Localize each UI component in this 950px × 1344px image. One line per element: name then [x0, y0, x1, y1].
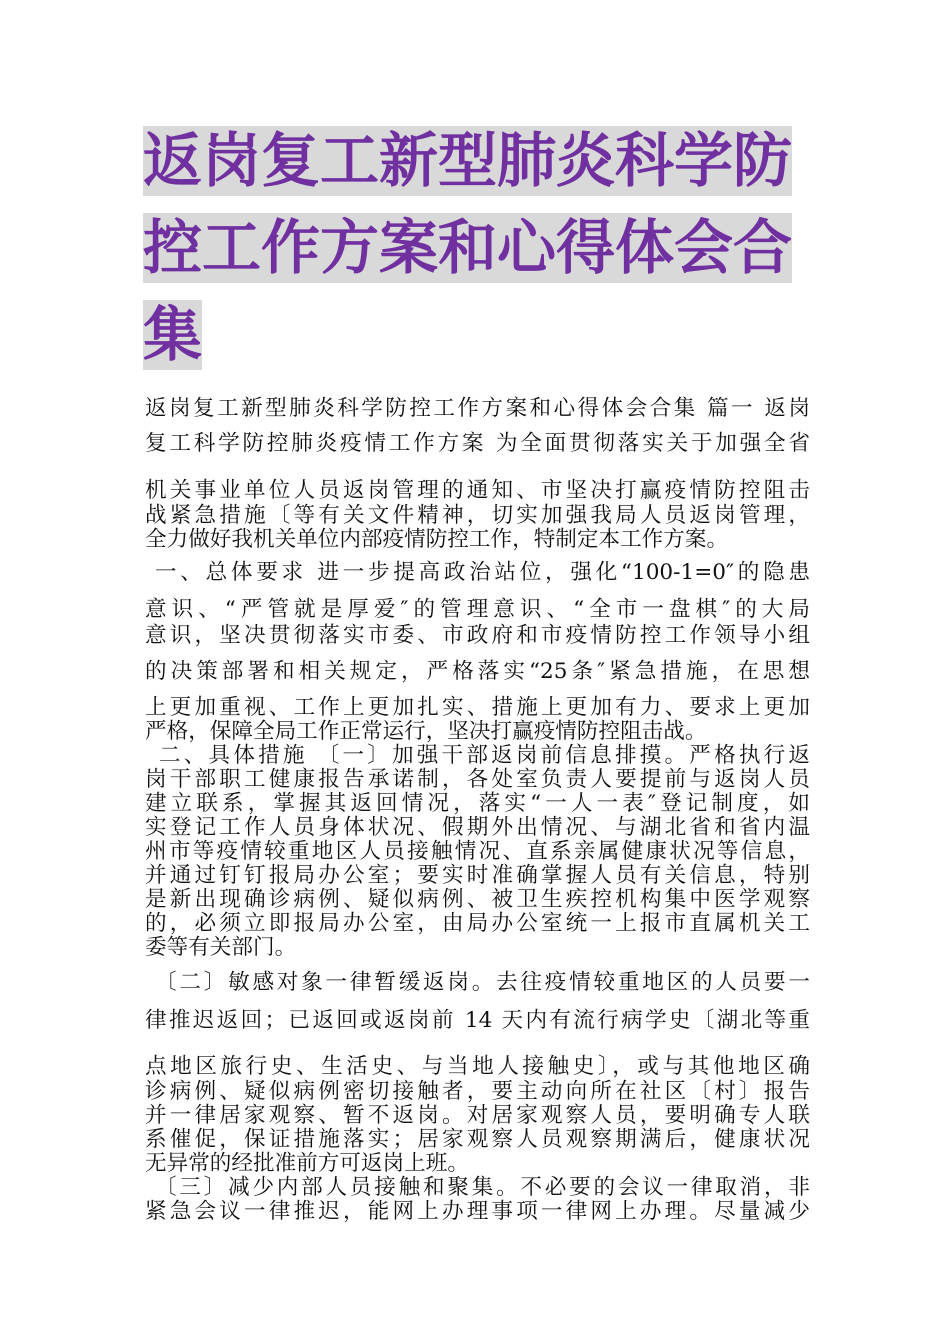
body-line: 意识，坚决贯彻落实市委、市政府和市疫情防控工作领导小组: [145, 623, 810, 648]
body-line: 全力做好我机关单位内部疫情防控工作，特制定本工作方案。: [145, 527, 729, 552]
body-line: 并通过钉钉报局办公室；要实时准确掌握人员有关信息，特别: [145, 863, 810, 888]
body-line: 返岗复工新型肺炎科学防控工作方案和心得体会合集 篇一 返岗: [145, 396, 810, 421]
body-line: 严格，保障全局工作正常运行，坚决打赢疫情防控阻击战。: [145, 719, 707, 744]
title-line-3: 集: [143, 300, 203, 369]
body-line: 系催促，保证措施落实；居家观察人员观察期满后，健康状况: [145, 1127, 810, 1152]
body-line: 〔三〕减少内部人员接触和聚集。不必要的会议一律取消，非: [155, 1175, 810, 1200]
body-line: 无异常的经批准前方可返岗上班。: [145, 1151, 469, 1176]
body-line: 机关事业单位人员返岗管理的通知、市坚决打赢疫情防控阻击: [145, 478, 810, 503]
body-line: 战紧急措施〔等有关文件精神，切实加强我局人员返岗管理，: [145, 503, 810, 528]
body-line: 一、总体要求 进一步提高政治站位，强化“100-1=0″的隐患: [155, 560, 810, 585]
body-line: 岗干部职工健康报告承诺制，各处室负责人要提前与返岗人员: [145, 767, 810, 792]
body-line: 是新出现确诊病例、疑似病例、被卫生疾控机构集中医学观察: [145, 887, 810, 912]
body-line: 并一律居家观察、暂不返岗。对居家观察人员，要明确专人联: [145, 1103, 810, 1128]
body-line: 建立联系，掌握其返回情况，落实“一人一表″登记制度，如: [145, 791, 810, 816]
body-line: 诊病例、疑似病例密切接触者，要主动向所在社区〔村〕报告: [145, 1079, 810, 1104]
body-line: 的决策部署和相关规定，严格落实“25条″紧急措施，在思想: [145, 659, 810, 684]
body-line: 二、具体措施 〔一〕加强干部返岗前信息排摸。严格执行返: [159, 743, 810, 768]
body-line: 律推迟返回；已返回或返岗前 14 天内有流行病学史〔湖北等重: [145, 1008, 810, 1033]
body-line: 〔二〕敏感对象一律暂缓返岗。去往疫情较重地区的人员要一: [155, 970, 810, 995]
body-line: 紧急会议一律推迟，能网上办理事项一律网上办理。尽量减少: [145, 1199, 810, 1224]
body-line: 委等有关部门。: [145, 935, 297, 960]
document-title: [143, 126, 811, 387]
body-line: 州市等疫情较重地区人员接触情况、直系亲属健康状况等信息，: [145, 839, 810, 864]
body-line: 点地区旅行史、生活史、与当地人接触史〕，或与其他地区确: [145, 1054, 810, 1079]
body-line: 的，必须立即报局办公室，由局办公室统一上报市直属机关工: [145, 911, 810, 936]
title-line-2: 控工作方案和心得体会合: [143, 213, 793, 282]
body-line: 实登记工作人员身体状况、假期外出情况、与湖北省和省内温: [145, 815, 810, 840]
body-line: 复工科学防控肺炎疫情工作方案 为全面贯彻落实关于加强全省: [145, 431, 810, 456]
title-line-1: 返岗复工新型肺炎科学防: [143, 126, 793, 195]
body-line: 意识、“严管就是厚爱″的管理意识、“全市一盘棋″的大局: [145, 597, 810, 622]
body-line: 上更加重视、工作上更加扎实、措施上更加有力、要求上更加: [145, 695, 810, 720]
